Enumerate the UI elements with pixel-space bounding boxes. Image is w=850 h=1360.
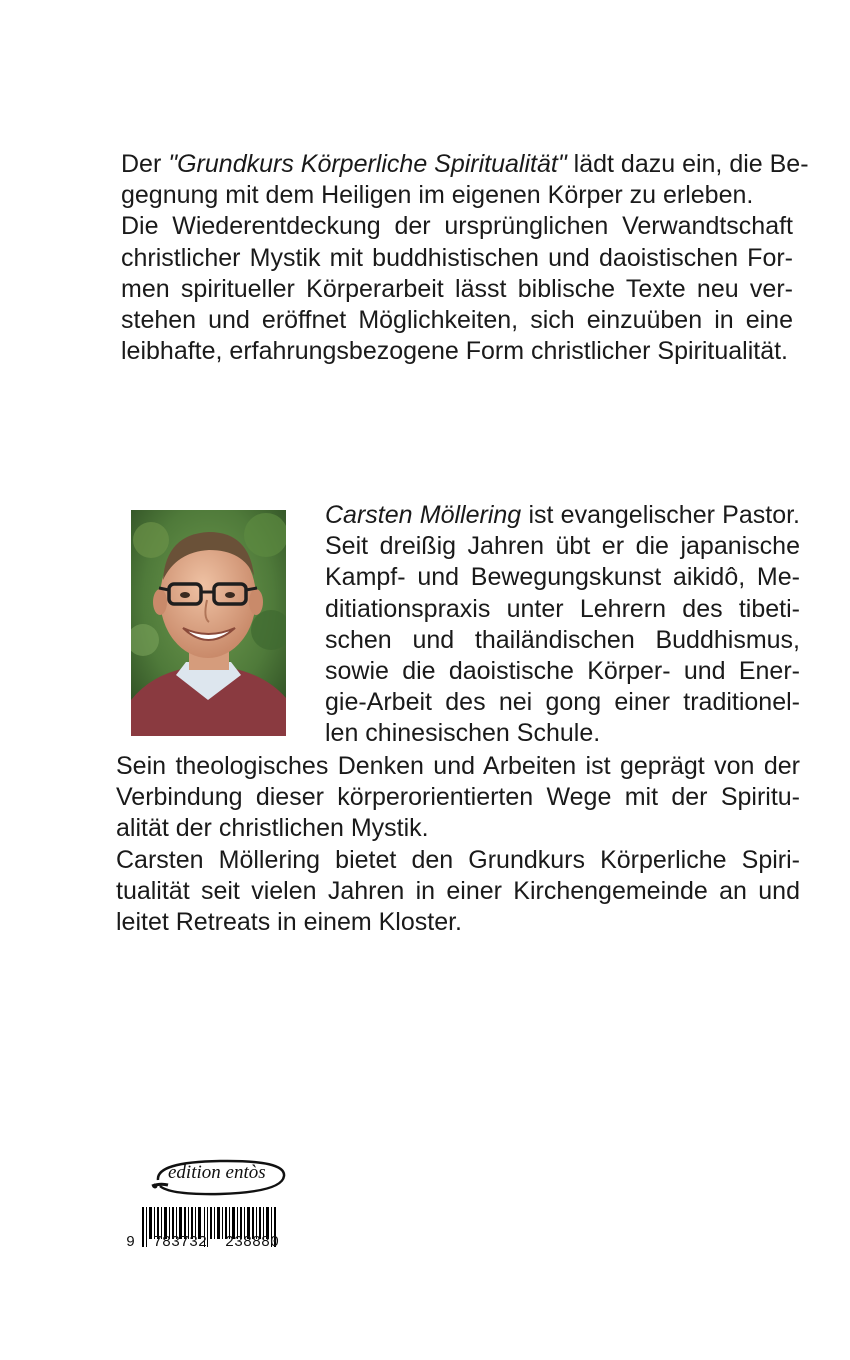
bio-line: tualität seit vielen Jahren in einer Kirchengemeinde an und bbox=[116, 876, 800, 905]
bio-line: alität der christlichen Mystik. bbox=[116, 814, 429, 843]
author-name: Carsten Möllering bbox=[325, 501, 522, 529]
book-description bbox=[121, 149, 809, 367]
description-line: gegnung mit dem Heiligen im eigenen Körper zu erleben. bbox=[121, 181, 754, 210]
bio-line: len chinesischen Schule. bbox=[325, 719, 601, 748]
book-title: "Grundkurs Körperliche Spiritualität" bbox=[168, 150, 567, 178]
description-text: Der bbox=[121, 150, 169, 178]
description-line: Die Wiederentdeckung der ursprünglichen Verwandtschaft bbox=[121, 212, 793, 241]
bio-line: leitet Retreats in einem Kloster. bbox=[116, 908, 462, 937]
author-bio-full bbox=[116, 751, 800, 938]
publisher-logo bbox=[150, 1156, 290, 1198]
bio-line: schen und thailändischen Buddhismus, bbox=[325, 625, 800, 654]
author-photo bbox=[131, 510, 286, 736]
bio-line: Kampf- und Bewegungskunst aikidô, Me- bbox=[325, 563, 800, 592]
bio-line: Verbindung dieser körperorientierten Wege mit der Spiritu- bbox=[116, 783, 800, 812]
bio-line: ditiationspraxis unter Lehrern des tibeti- bbox=[325, 594, 800, 623]
description-line: men spiritueller Körperarbeit lässt biblische Texte neu ver- bbox=[121, 274, 793, 303]
bio-line: sowie die daoistische Körper- und Ener- bbox=[325, 657, 800, 686]
author-bio-side bbox=[325, 500, 800, 750]
bio-line: gie-Arbeit des nei gong einer traditionel- bbox=[325, 688, 800, 717]
description-line bbox=[121, 149, 809, 180]
description-line: christlicher Mystik mit buddhistischen und daoistischen For- bbox=[121, 243, 793, 272]
description-text: lädt dazu ein, die Be- bbox=[566, 150, 809, 178]
isbn-number: 9 783732 238880 bbox=[126, 1234, 280, 1251]
bio-text: ist evangelischer Pastor. bbox=[521, 501, 800, 529]
bio-line: Sein theologisches Denken und Arbeiten ist geprägt von der bbox=[116, 752, 800, 780]
description-line: leibhafte, erfahrungsbezogene Form christlicher Spiritualität. bbox=[121, 337, 789, 366]
bio-line: Carsten Möllering bietet den Grundkurs Körperliche Spiri- bbox=[116, 845, 800, 874]
bio-line: Seit dreißig Jahren übt er die japanische bbox=[325, 532, 800, 561]
publisher-name: edition entòs bbox=[168, 1162, 266, 1183]
bio-line bbox=[325, 500, 800, 531]
description-line: stehen und eröffnet Möglichkeiten, sich einzuüben in eine bbox=[121, 306, 793, 335]
